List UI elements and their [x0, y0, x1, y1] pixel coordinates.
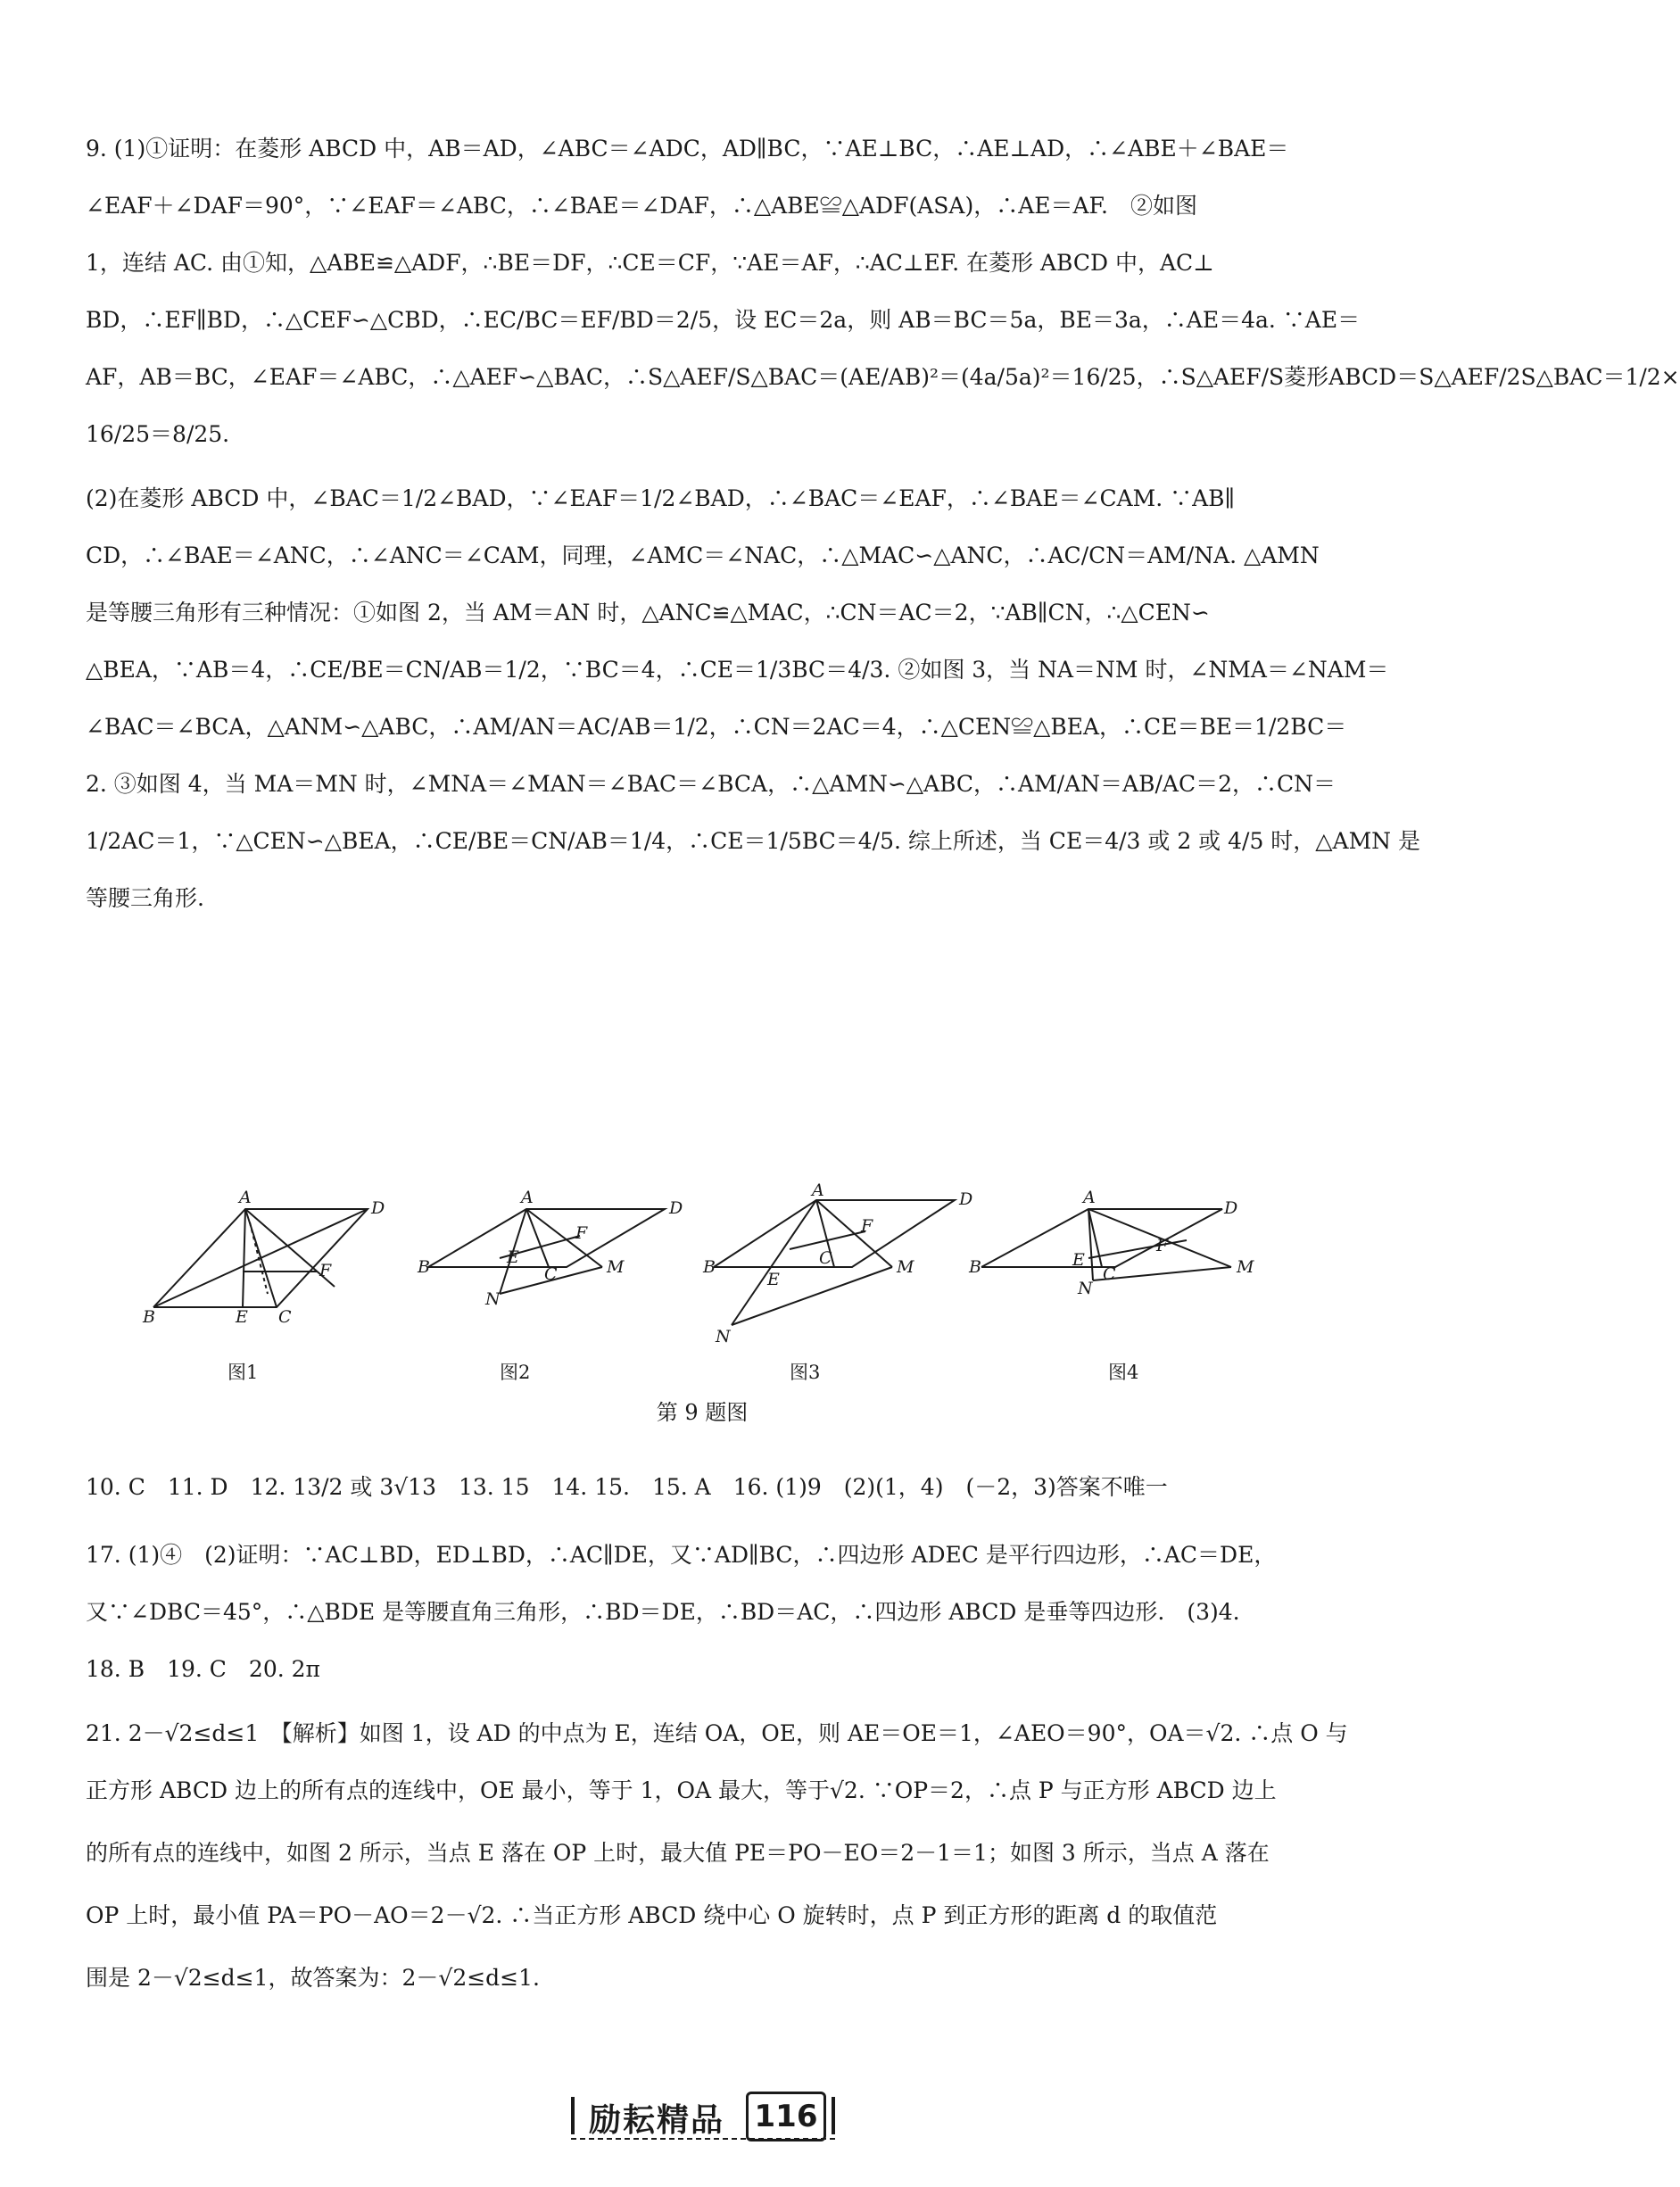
text-line: 2. ③如图 4，当 MA＝MN 时，∠MNA＝∠MAN＝∠BAC＝∠BCA，∴△AMN∽△ABC，∴AM/AN＝AB/AC＝2，∴CN＝	[86, 771, 1336, 797]
svg-text:N: N	[1078, 1279, 1093, 1298]
svg-text:F: F	[1156, 1236, 1169, 1255]
svg-text:A: A	[239, 1188, 252, 1207]
figure-4	[968, 1188, 1254, 1383]
figure-2	[417, 1188, 683, 1383]
text-line: 又∵∠DBC＝45°，∴△BDE 是等腰直角三角形，∴BD＝DE，∴BD＝AC，∴四边形 ABCD 是垂等四边形. (3)4.	[86, 1599, 1240, 1625]
text-line: 的所有点的连线中，如图 2 所示，当点 E 落在 OP 上时，最大值 PE＝PO－EO＝2－1＝1；如图 3 所示，当点 A 落在	[86, 1840, 1270, 1866]
figure-2-label: 图2	[500, 1362, 531, 1383]
svg-text:D: D	[669, 1198, 683, 1218]
brand-name: 励耘精品	[589, 2102, 725, 2139]
divider	[832, 2097, 835, 2134]
text-line: 等腰三角形.	[86, 885, 204, 911]
text-line: △BEA，∵AB＝4，∴CE/BE＝CN/AB＝1/2，∵BC＝4，∴CE＝1/3BC＝4/3. ②如图 3，当 NA＝NM 时，∠NMA＝∠NAM＝	[86, 657, 1389, 683]
divider	[571, 2097, 575, 2134]
svg-text:E: E	[1072, 1250, 1085, 1270]
figure-1-label: 图1	[228, 1362, 259, 1383]
svg-text:C: C	[278, 1307, 292, 1327]
svg-text:B: B	[418, 1257, 430, 1277]
svg-text:E: E	[767, 1270, 780, 1289]
text-line: 10. C 11. D 12. 13/2 或 3√13 13. 15 14. 15. 15. A 16. (1)9 (2)(1，4) (－2，3)答案不唯一	[86, 1474, 1168, 1500]
text-line: AF，AB＝BC，∠EAF＝∠ABC，∴△AEF∽△BAC，∴S△AEF/S△BAC＝(AE/AB)²＝(4a/5a)²＝16/25，∴S△AEF/S菱形ABCD＝S△AEF/2S△BAC＝1/2×	[86, 364, 1680, 390]
svg-text:D: D	[371, 1198, 385, 1218]
figure-3	[702, 1180, 972, 1383]
text-line: 17. (1)④ (2)证明：∵AC⊥BD，ED⊥BD，∴AC∥DE，又∵AD∥BC，∴四边形 ADEC 是平行四边形，∴AC＝DE，	[86, 1542, 1277, 1568]
figure-3-label: 图3	[790, 1362, 821, 1383]
geometry-figures	[134, 1180, 1294, 1410]
svg-text:F: F	[861, 1216, 873, 1236]
figure-4-label: 图4	[1108, 1362, 1139, 1383]
text-line: 围是 2－√2≤d≤1，故答案为：2－√2≤d≤1.	[86, 1965, 540, 1991]
answers-section	[86, 1459, 1348, 2012]
text-line: ∠BAC＝∠BCA，△ANM∽△ABC，∴AM/AN＝AC/AB＝1/2，∴CN＝2AC＝4，∴△CEN≌△BEA，∴CE＝BE＝1/2BC＝	[86, 714, 1347, 740]
text-line: 9. (1)①证明：在菱形 ABCD 中，AB＝AD，∠ABC＝∠ADC，AD∥BC，∵AE⊥BC，∴AE⊥AD，∴∠ABE＋∠BAE＝	[86, 136, 1289, 162]
text-line: CD，∴∠BAE＝∠ANC，∴∠ANC＝∠CAM，同理，∠AMC＝∠NAC，∴△MAC∽△ANC，∴AC/CN＝AM/NA. △AMN	[86, 543, 1320, 568]
text-line: 1，连结 AC. 由①知，△ABE≌△ADF，∴BE＝DF，∴CE＝CF，∵AE＝AF，∴AC⊥EF. 在菱形 ABCD 中，AC⊥	[86, 250, 1214, 276]
svg-text:F: F	[575, 1223, 588, 1243]
svg-text:E: E	[236, 1307, 248, 1327]
brand-logo	[571, 2092, 839, 2139]
svg-text:B: B	[143, 1307, 155, 1327]
svg-text:C: C	[1103, 1264, 1116, 1284]
svg-text:A: A	[812, 1180, 824, 1200]
figure-caption: 第 9 题图	[656, 1400, 749, 1425]
svg-text:B: B	[703, 1257, 716, 1277]
svg-text:M: M	[607, 1257, 625, 1277]
page-number: 116	[746, 2092, 826, 2141]
text-line: BD，∴EF∥BD，∴△CEF∽△CBD，∴EC/BC＝EF/BD＝2/5，设 EC＝2a，则 AB＝BC＝5a，BE＝3a，∴AE＝4a. ∵AE＝	[86, 307, 1361, 333]
svg-text:M: M	[1237, 1257, 1254, 1277]
svg-text:C: C	[544, 1264, 558, 1284]
page-footer	[0, 2079, 1404, 2150]
svg-text:F: F	[319, 1261, 332, 1280]
text-line: (2)在菱形 ABCD 中，∠BAC＝1/2∠BAD，∵∠EAF＝1/2∠BAD，∴∠BAC＝∠EAF，∴∠BAE＝∠CAM. ∵AB∥	[86, 485, 1236, 511]
svg-text:A: A	[521, 1188, 534, 1207]
svg-text:D: D	[959, 1189, 973, 1209]
text-line: 正方形 ABCD 边上的所有点的连线中，OE 最小，等于 1，OA 最大，等于√2. ∵OP＝2，∴点 P 与正方形 ABCD 边上	[86, 1777, 1277, 1803]
svg-text:M: M	[897, 1257, 914, 1277]
svg-text:E: E	[507, 1247, 519, 1267]
svg-text:N: N	[716, 1327, 731, 1346]
svg-text:N: N	[485, 1289, 501, 1309]
text-line: 16/25＝8/25.	[86, 421, 230, 447]
text-line: 1/2AC＝1，∵△CEN∽△BEA，∴CE/BE＝CN/AB＝1/4，∴CE＝1/5BC＝4/5. 综上所述，当 CE＝4/3 或 2 或 4/5 时，△AMN 是	[86, 828, 1420, 854]
svg-text:C: C	[819, 1248, 832, 1268]
text-line: OP 上时，最小值 PA＝PO－AO＝2－√2. ∴当正方形 ABCD 绕中心 O 旋转时，点 P 到正方形的距离 d 的取值范	[86, 1902, 1218, 1928]
svg-text:B: B	[969, 1257, 981, 1277]
text-line: ∠EAF＋∠DAF＝90°，∵∠EAF＝∠ABC，∴∠BAE＝∠DAF，∴△ABE≌△ADF(ASA)，∴AE＝AF. ②如图	[86, 193, 1197, 219]
figure-1	[142, 1188, 385, 1383]
text-line: 18. B 19. C 20. 2π	[86, 1656, 320, 1682]
q9-solution	[86, 120, 1680, 927]
divider	[571, 2138, 835, 2140]
svg-text:A: A	[1083, 1188, 1096, 1207]
figure-row	[134, 1180, 1294, 1410]
svg-text:D: D	[1224, 1198, 1238, 1218]
text-line: 21. 2－√2≤d≤1 【解析】如图 1，设 AD 的中点为 E，连结 OA，OE，则 AE＝OE＝1，∠AEO＝90°，OA＝√2. ∴点 O 与	[86, 1720, 1348, 1746]
text-line: 是等腰三角形有三种情况：①如图 2，当 AM＝AN 时，△ANC≌△MAC，∴CN＝AC＝2，∵AB∥CN，∴△CEN∽	[86, 600, 1210, 625]
